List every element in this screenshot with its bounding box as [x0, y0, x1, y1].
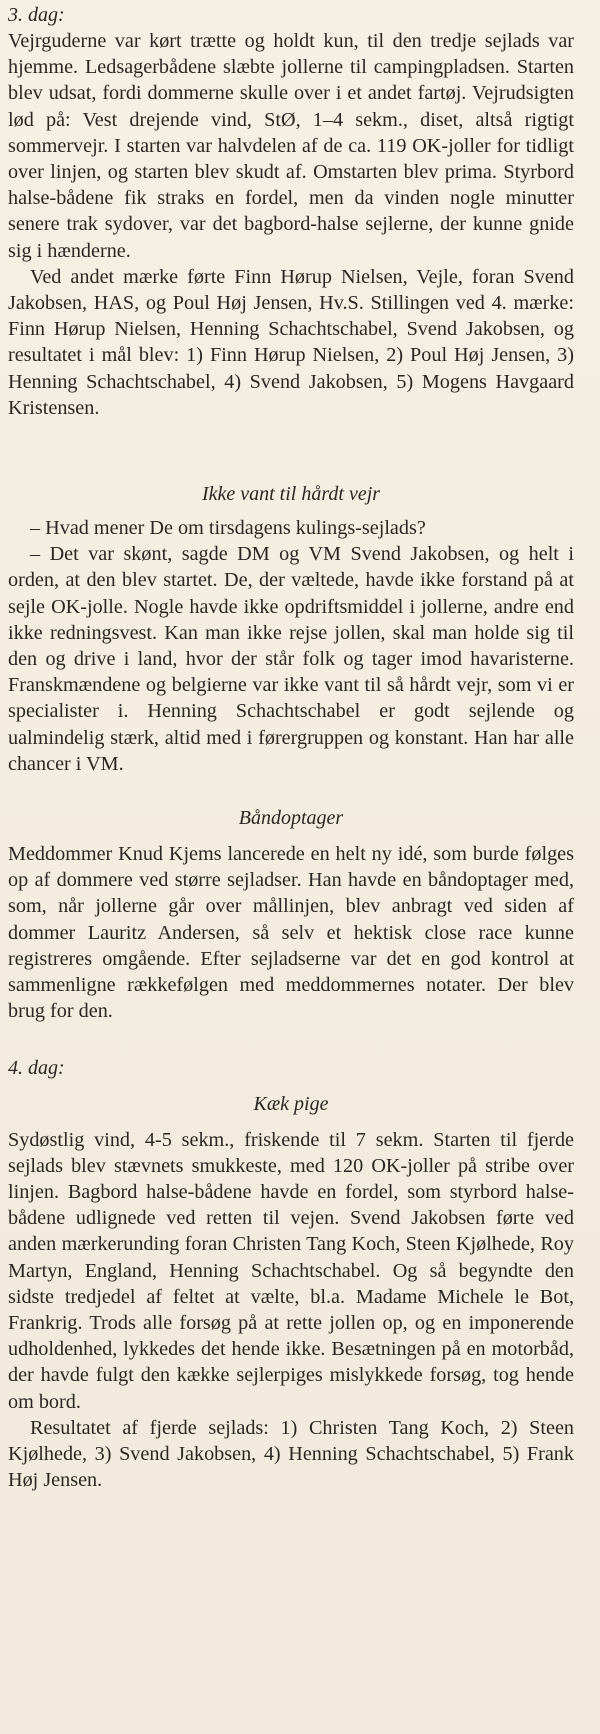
day4-paragraph-1: Sydøstlig vind, 4-5 sekm., friskende til 7 sekm. Starten til fjerde sejlads blev stævnets smukkeste, med 120 OK-joller på stribe over linjen. Bagbord halse-bådene havde en fordel, som styrbord halse-bådene udlignede ved retten til vejen. Svend Jakobsen førte ved anden mærkerunding foran Christen Tang Koch, Steen Kjølhede, Roy Martyn, England, Henning Schachtschabel. Og så begyndte den sidste tredjedel af feltet at vælte, bl.a. Madame Michele le Bot, Frankrig. Trods alle forsøg på at rette jollen op, og en imponerende udholdenhed, lykkedes det hende ikke. Besætningen på en motorbåd, der havde fulgt den kække sejlerpiges mislykkede forsøg, tog hende om bord. — [8, 1128, 574, 1413]
interview-answer: – Det var skønt, sagde DM og VM Svend Jakobsen, og helt i orden, at den blev startet. De, der væltede, havde ikke forstand på at sejle OK-jolle. Nogle havde ikke opdriftsmiddel i jollerne, andre end ikke redningsvest. Kan man ikke rejse jollen, skal man holde sig til den og drive i land, hvor der står folk og tager imod havaristerne. Franskmændene og belgierne var ikke vant til så hårdt vejr, som vi er specialister i. Henning Schachtschabel er godt sejlende og ualmindelig stærk, altid med i førergruppen og konstant. Han har alle chancer i VM. — [8, 543, 574, 775]
section-heading-kaek-pige: Kæk pige — [253, 1092, 329, 1115]
section-heading-baandoptager: Båndoptager — [238, 807, 344, 830]
interview-question: – Hvad mener De om tirsdagens kulings-sejlads? — [30, 517, 426, 540]
day3-paragraph-1: Vejrguderne var kørt trætte og holdt kun, til den tredje sejlads var hjemme. Ledsagerbådene slæbte jollerne til campingpladsen. Starten blev udsat, fordi dommerne skulle over i et andet fartøj. Vejrudsigten lød på: Vest drejende vind, StØ, 1–4 sekm., diset, altså rigtigt sommervejr. I starten var halvdelen af de ca. 119 OK-joller for tidligt over linjen, og starten blev skudt af. Omstarten blev prima. Styrbord halse-bådene fik straks en fordel, men da vinden nogle minutter senere trak sydover, var det bagbord-halse sejlerne, der kunne gnide sig i hænderne. — [8, 30, 574, 262]
baandoptager-paragraph: Meddommer Knud Kjems lancerede en helt ny idé, som burde følges op af dommere ved større sejladser. Han havde en båndoptager med, som, når jollerne går over mållinjen, blev anbragt ved siden af dommer Lauritz Andersen, så selv et hektisk close race kunne registreres omgående. Efter sejladserne var det en god kontrol at sammenligne rækkefølgen med meddommernes notater. Der blev brug for den. — [8, 843, 574, 1023]
day3-label: 3. dag: — [8, 4, 65, 26]
day3-paragraph-2: Ved andet mærke førte Finn Hørup Nielsen, Vejle, foran Svend Jakobsen, HAS, og Poul Høj Jensen, Hv.S. Stillingen ved 4. mærke: Finn Hørup Nielsen, Henning Schachtschabel, Svend Jakobsen, og resultatet i mål blev: 1) Finn Hørup Nielsen, 2) Poul Høj Jensen, 3) Henning Schachtschabel, 4) Svend Jakobsen, 5) Mogens Havgaard Kristensen. — [8, 265, 574, 419]
day4-label: 4. dag: — [8, 1056, 65, 1079]
section-heading-ikke-vant: Ikke vant til hårdt vejr — [201, 483, 381, 506]
day4-results-paragraph: Resultatet af fjerde sejlads: 1) Christen Tang Koch, 2) Steen Kjølhede, 3) Svend Jakobsen, 4) Henning Schachtschabel, 5) Frank Høj Jensen. — [8, 1416, 574, 1492]
